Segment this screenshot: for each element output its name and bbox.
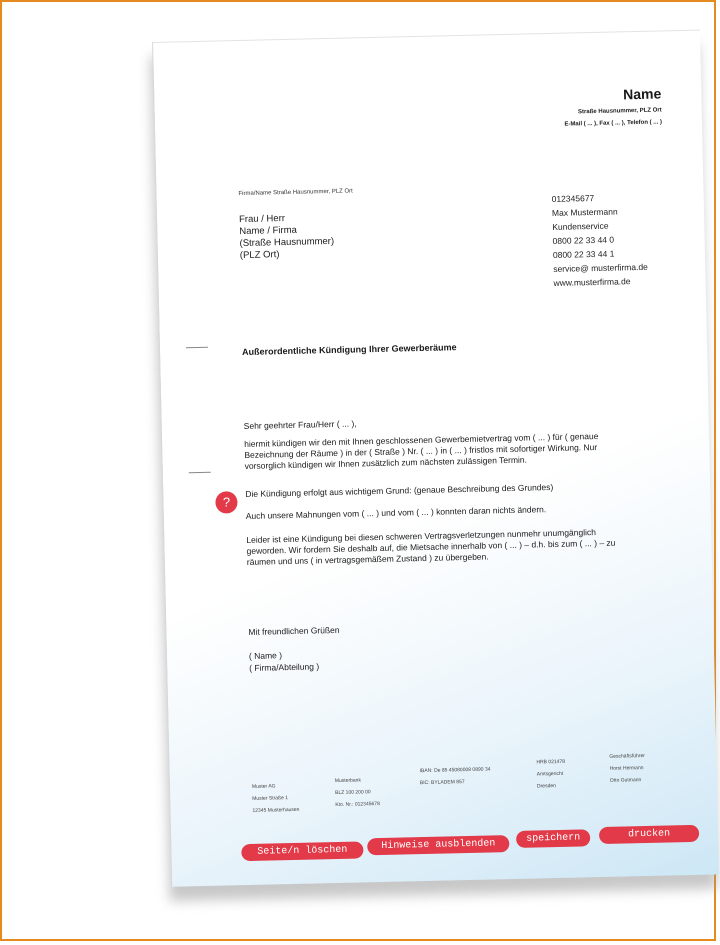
footer-management: [609, 750, 645, 787]
letter-salutation: Sehr geehrter Frau/Herr ( ... ),: [243, 418, 357, 432]
contact-phone: 0800 22 33 44 0: [552, 234, 615, 246]
letter-paragraph-4: Leider ist eine Kündigung bei diesen schweren Vertragsverletzungen nunmehr unumgänglich geworden. Wir fordern Sie deshalb auf, die Mietsache innerhalb von ( ... ) – d.h. bis zum ( ... ) – zu räumen und uns ( in vertragsgemäßem Zustand ) zu übergeben.: [246, 527, 616, 567]
sender-name: Name: [622, 85, 662, 103]
signature-name: ( Name ): [248, 650, 283, 661]
contact-department: Kundenservice: [552, 220, 609, 232]
footer-register: [536, 756, 565, 793]
hide-hints-button[interactable]: Hinweise ausblenden: [367, 835, 509, 855]
footer-line: Horst Hermann: [609, 765, 644, 772]
recipient-line: Frau / Herr: [238, 213, 286, 226]
footer-line: Dresden: [536, 783, 556, 790]
signature-department: ( Firma/Abteilung ): [249, 661, 320, 673]
contact-person: Max Mustermann: [551, 206, 618, 218]
delete-pages-button[interactable]: Seite/n löschen: [241, 841, 363, 861]
return-address: Firma/Name Straße Hausnummer, PLZ Ort: [238, 188, 353, 198]
letter-closing: Mit freundlichen Grüßen: [248, 624, 340, 637]
save-button[interactable]: speichern: [516, 829, 590, 848]
letter-paragraph-3: Auch unsere Mahnungen vom ( ... ) und vom ( ... ) konnten daran nichts ändern.: [245, 504, 547, 521]
footer-bank: [335, 774, 380, 811]
sender-contact: E-Mail ( ... ), Fax ( ... ), Telefon ( ... ): [564, 119, 663, 128]
footer-line: BIC: BYLADEM 857: [419, 779, 465, 787]
footer-iban: [419, 764, 490, 790]
footer-line: Muster AG: [251, 783, 276, 790]
footer-line: Amtsgericht: [536, 770, 564, 778]
letter-page: [152, 30, 719, 887]
contact-fax: 0800 22 33 44 1: [552, 248, 615, 260]
contact-block: [552, 190, 649, 290]
contact-email: service@ musterfirma.de: [553, 261, 648, 274]
recipient-line: Name / Firma: [239, 224, 297, 238]
fold-mark: [186, 347, 208, 348]
footer-line: Musterbank: [334, 777, 362, 785]
footer-line: Muster Straße 1: [252, 795, 289, 802]
help-question-icon[interactable]: ?: [215, 491, 237, 513]
contact-reference: 012345677: [551, 193, 595, 204]
footer-line: BLZ 100 200 00: [335, 789, 371, 797]
letter-subject: Außerordentliche Kündigung Ihrer Gewerberäume: [241, 342, 457, 358]
recipient-address: [239, 212, 335, 262]
letter-paragraph-2: Die Kündigung erfolgt aus wichtigem Grund: (genaue Beschreibung des Grundes): [245, 482, 554, 499]
footer-line: HRB 021478: [536, 758, 566, 766]
print-button[interactable]: drucken: [599, 825, 699, 844]
sender-street: Straße Hausnummer, PLZ Ort: [577, 107, 662, 116]
contact-website: www.musterfirma.de: [553, 276, 631, 288]
fold-mark: [189, 472, 211, 473]
footer-line: Kto. Nr.: 012345678: [335, 801, 380, 809]
footer-line: Otto Gutmann: [609, 777, 642, 784]
recipient-line: (Straße Hausnummer): [239, 235, 335, 250]
footer-company: [252, 780, 300, 817]
letter-paragraph-1: hiermit kündigen wir den mit Ihnen geschlossenen Gewerbemietvertrag vom ( ... ) für ( genaue Bezeichnung der Räume ) in der ( Straße ) Nr. ( ... ) in ( ... ) fristlos mit sofortiger Wirkung. Nur vorsorglich kündigen wir Ihnen zusätzlich zum nächsten zulässigen Termin.: [244, 430, 599, 472]
footer-line: Geschäftsführer: [609, 753, 645, 760]
footer-line: IBAN: De 85 45080008 0890 34: [419, 766, 491, 775]
recipient-line: (PLZ Ort): [239, 249, 280, 262]
footer-line: 12345 Musterhausen: [252, 806, 300, 814]
